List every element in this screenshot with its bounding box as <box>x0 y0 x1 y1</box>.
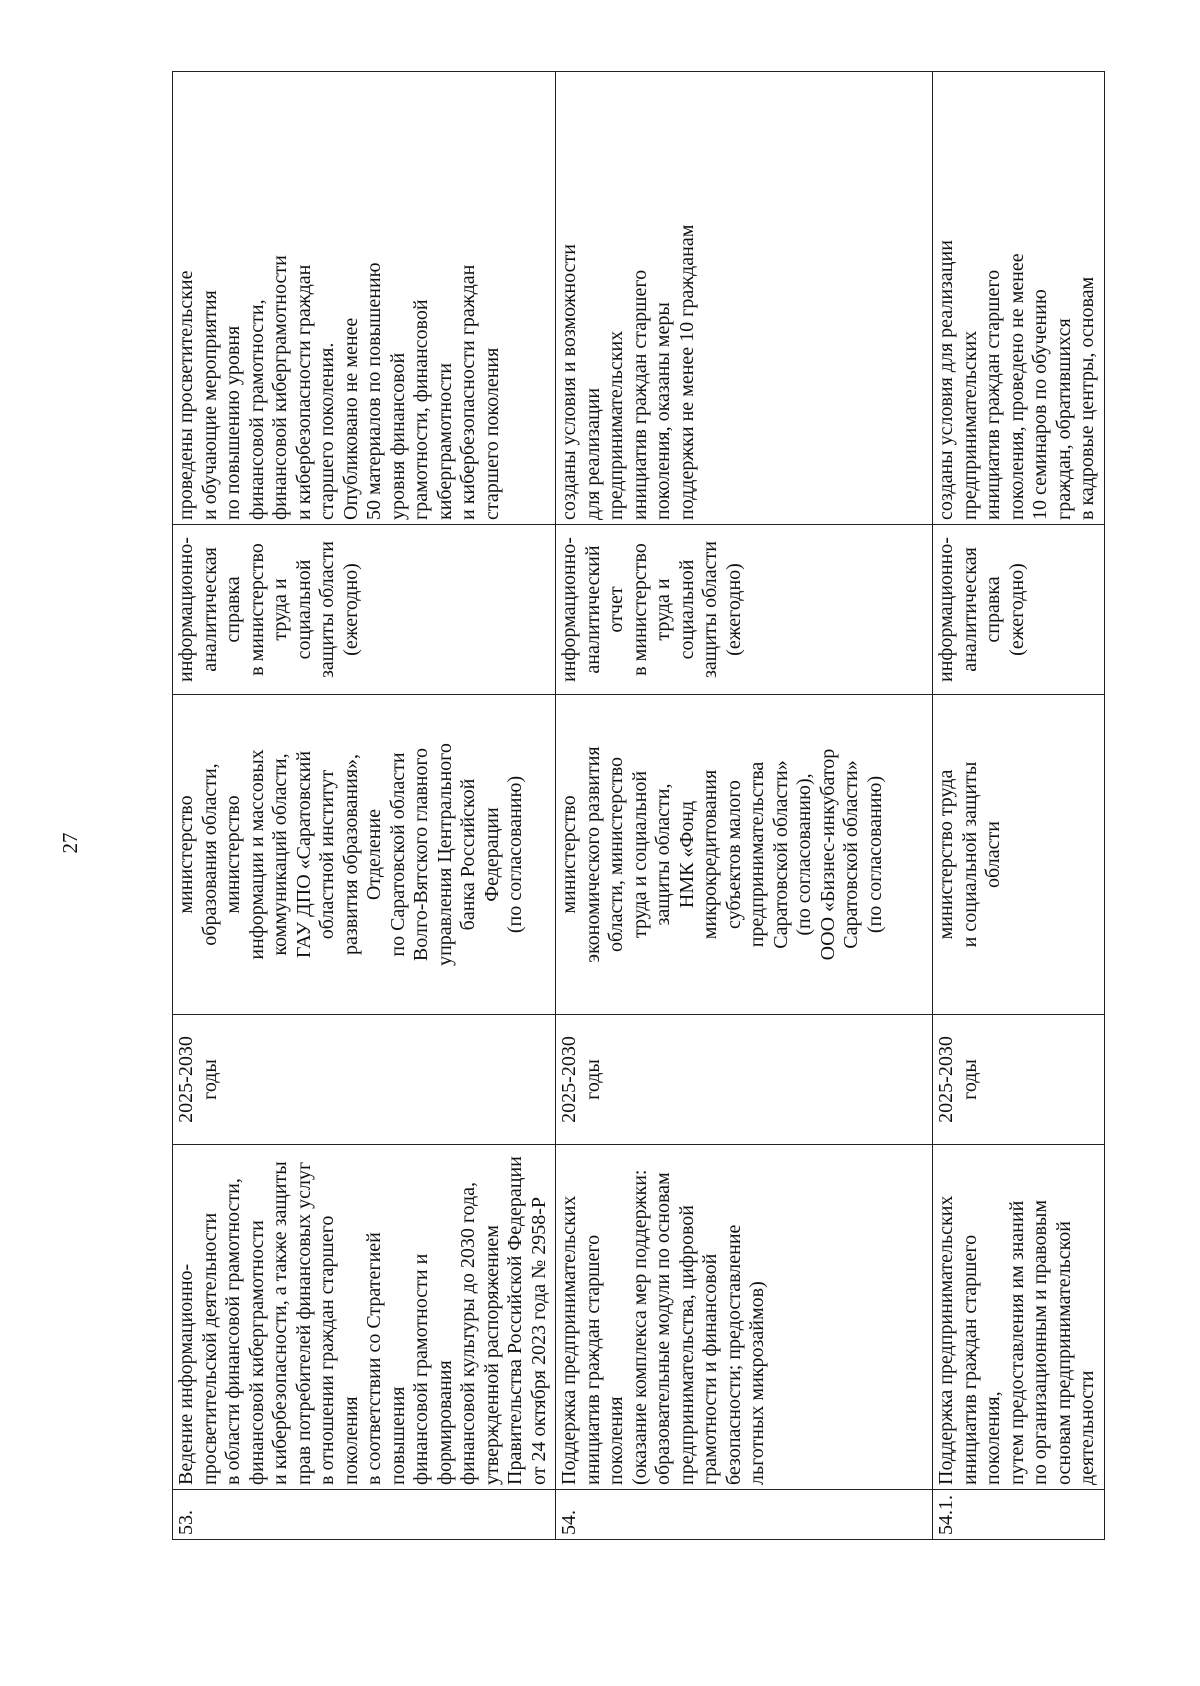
row-number: 53. <box>173 1490 556 1540</box>
event-cell: Ведение информационно- просветительской деятельности в области финансовой грамотности, финансовой киберграмотности и кибербезопасности, а также защиты прав потребителей финансовых услуг в отношении граждан старшего поколения в соответствии со Стратегией повышения финансовой грамотности и формирования финансовой культуры до 2030 года, утвержденной распоряжением Правительства Российской Федерации от 24 октября 2023 года № 2958-Р <box>173 1145 556 1490</box>
event-cell: Поддержка предпринимательских инициатив граждан старшего поколения (оказание комплекса мер поддержки: образовательные модули по основам предпринимательства, цифровой грамотности и финансовой безопасности; предоставление льготных микрозаймов) <box>556 1145 933 1490</box>
row-number: 54. <box>556 1490 933 1540</box>
period-cell: 2025-2030 годы <box>173 1015 556 1145</box>
table-row <box>933 72 1105 1540</box>
report-form-cell: информационно- аналитическая справка (ежегодно) <box>933 525 1105 695</box>
result-cell: проведены просветительские и обучающие мероприятия по повышению уровня финансовой грамотности, финансовой киберграмотности и кибербезопасности граждан старшего поколения. Опубликовано не менее 50 материалов по повышению уровня финансовой грамотности, финансовой киберграмотности и кибербезопасности граждан старшего поколения <box>173 72 556 525</box>
result-text: созданы условия для реализации предпринимательских инициатив граждан старшего поколения, проведено не менее 10 семинаров по обучению граждан, обратившихся в кадровые центры, основам <box>935 240 1098 520</box>
measures-table <box>172 71 1105 1540</box>
executor-cell: министерство образования области, министерство информации и массовых коммуникаций области, ГАУ ДПО «Саратовский областной институт развития образования», Отделение по Саратовской области Волго-Вятского главного управления Центрального банка Российской Федерации (по согласованию) <box>173 695 556 1015</box>
period-cell: 2025-2030 годы <box>556 1015 933 1145</box>
executor-cell: министерство экономического развития области, министерство труда и социальной защиты области, НМК «Фонд микрокредитования субъектов малого предпринимательства Саратовской области» (по согласованию), ООО «Бизнес-инкубатор Саратовской области» (по согласованию) <box>556 695 933 1015</box>
page-number: 27 <box>58 832 82 854</box>
period-cell: 2025-2030 годы <box>933 1015 1105 1145</box>
executor-cell: министерство труда и социальной защиты области <box>933 695 1105 1015</box>
result-cell <box>933 72 1105 525</box>
row-number: 54.1. <box>933 1490 1105 1540</box>
table-row <box>173 72 556 1540</box>
report-form-cell: информационно- аналитическая справка в министерство труда и социальной защиты области (ежегодно) <box>173 525 556 695</box>
result-cell: созданы условия и возможности для реализации предпринимательских инициатив граждан старшего поколения, оказаны меры поддержки не менее 10 гражданам <box>556 72 933 525</box>
event-cell: Поддержка предпринимательских инициатив граждан старшего поколения, путем предоставления им знаний по организационным и правовым основам предпринимательской деятельности <box>933 1145 1105 1490</box>
table-row <box>556 72 933 1540</box>
report-form-cell: информационно- аналитический отчет в министерство труда и социальной защиты области (ежегодно) <box>556 525 933 695</box>
